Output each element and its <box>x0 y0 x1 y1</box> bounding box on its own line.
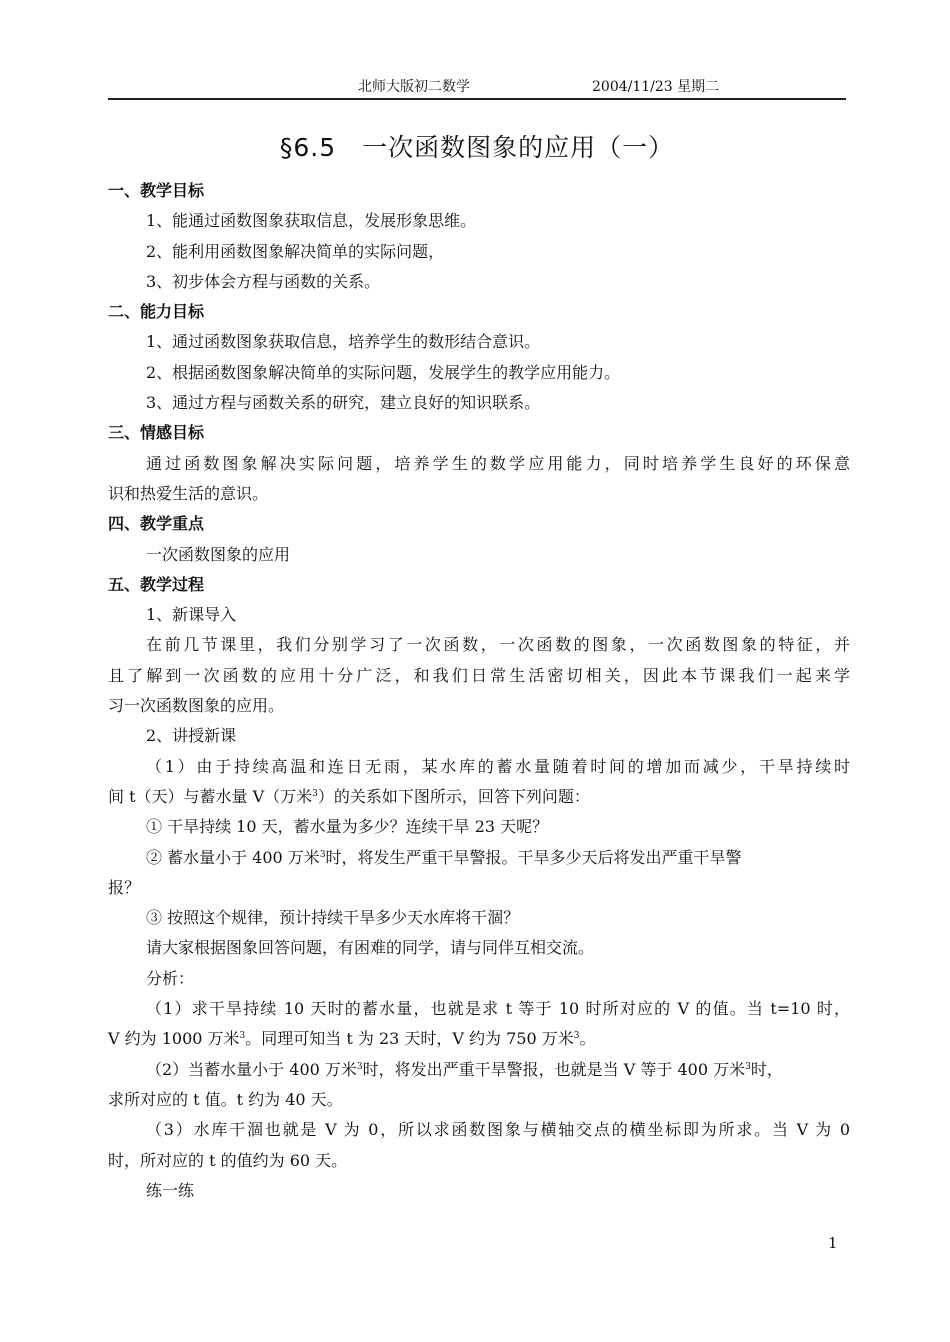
text-run: 间 t（天）与蓄水量 V（万米 <box>108 786 313 806</box>
text-run: 。 <box>579 1029 596 1049</box>
text-run: 。同理可知当 t 为 23 天时，V 约为 750 万米 <box>245 1029 574 1049</box>
section-heading: 一、教学目标 <box>108 181 205 200</box>
text-run: 时，将发生严重干旱警报。干旱多少天后将发出严重干旱警 <box>325 847 742 867</box>
paragraph-line: 一次函数图象的应用 <box>146 544 291 564</box>
paragraph-line: 请大家根据图象回答问题，有困难的同学，请与同伴互相交流。 <box>146 938 595 958</box>
paragraph-line: 通过函数图象解决实际问题，培养学生的数学应用能力，同时培养学生良好的环保意 <box>146 453 850 473</box>
text-run: ）的关系如下图所示，回答下列问题： <box>317 786 590 806</box>
paragraph-line: （1）由于持续高温和连日无雨，某水库的蓄水量随着时间的增加而减少，干旱持续时 <box>146 756 850 776</box>
superscript: 3 <box>319 849 326 860</box>
analysis-line: 时，所对应的 t 的值约为 60 天。 <box>108 1150 348 1170</box>
analysis-line <box>108 1024 850 1054</box>
list-item: 2、根据函数图象解决简单的实际问题，发展学生的教学应用能力。 <box>146 362 621 382</box>
list-item: 1、通过函数图象获取信息，培养学生的数形结合意识。 <box>146 332 541 352</box>
text-run: （2）当蓄水量小于 400 万米 <box>146 1059 357 1079</box>
list-item: 3、通过方程与函数关系的研究，建立良好的知识联系。 <box>146 393 541 413</box>
superscript: 3 <box>239 1031 246 1042</box>
superscript: 3 <box>356 1061 363 1072</box>
list-item: 1、能通过函数图象获取信息，发展形象思维。 <box>146 211 477 231</box>
paragraph-line: 分析： <box>146 968 195 988</box>
text-run: ② 蓄水量小于 400 万米 <box>146 847 320 867</box>
section-heading: 三、情感目标 <box>108 423 205 443</box>
question-item: ① 干旱持续 10 天，蓄水量为多少？连续干旱 23 天呢？ <box>146 817 549 837</box>
paragraph-line: 习一次函数图象的应用。 <box>108 696 285 716</box>
list-item: 3、初步体会方程与函数的关系。 <box>146 271 381 291</box>
analysis-line: 求所对应的 t 值。t 约为 40 天。 <box>108 1089 343 1109</box>
section-heading: 二、能力目标 <box>108 302 205 322</box>
page-title: §6.5 一次函数图象的应用（一） <box>279 133 675 162</box>
text-run: V 约为 1000 万米 <box>108 1029 240 1049</box>
paragraph-line: 且了解到一次函数的应用十分广泛，和我们日常生活密切相关，因此本节课我们一起来学 <box>108 665 850 685</box>
superscript: 3 <box>312 788 318 799</box>
subsection-title: 1、新课导入 <box>146 605 237 625</box>
page-number: 1 <box>828 1234 838 1252</box>
header-course: 北师大版初二数学 <box>358 79 470 95</box>
section-heading: 四、教学重点 <box>108 514 205 534</box>
paragraph-line: 识和热爱生活的意识。 <box>108 483 269 503</box>
question-item <box>108 843 850 873</box>
subsection-title: 2、讲授新课 <box>146 726 237 746</box>
section-heading: 五、教学过程 <box>108 574 205 594</box>
paragraph-line: 在前几节课里，我们分别学习了一次函数，一次函数的图象，一次函数图象的特征，并 <box>146 635 850 655</box>
document-body <box>108 176 850 1206</box>
header-date: 2004/11/23 星期二 <box>592 79 720 95</box>
question-item-continued: 报？ <box>108 877 141 897</box>
superscript: 3 <box>573 1031 580 1042</box>
superscript: 3 <box>745 1061 751 1072</box>
text-run: 时， <box>750 1059 783 1079</box>
subsection-title: 练一练 <box>146 1180 195 1200</box>
paragraph-line <box>108 782 850 812</box>
page-header <box>108 76 846 100</box>
text-run: 时，将发出严重干旱警报，也就是当 V 等于 400 万米 <box>362 1059 746 1079</box>
question-item: ③ 按照这个规律，预计持续干旱多少天水库将干涸？ <box>146 908 520 928</box>
analysis-line <box>108 1055 850 1085</box>
list-item: 2、能利用函数图象解决简单的实际问题， <box>146 241 445 261</box>
analysis-line: （1）求干旱持续 10 天时的蓄水量，也就是求 t 等于 10 时所对应的 V 的值。当 t=10 时， <box>146 999 850 1019</box>
analysis-line: （3）水库干涸也就是 V 为 0，所以求函数图象与横轴交点的横坐标即为所求。当 V 为 0 <box>146 1120 850 1140</box>
